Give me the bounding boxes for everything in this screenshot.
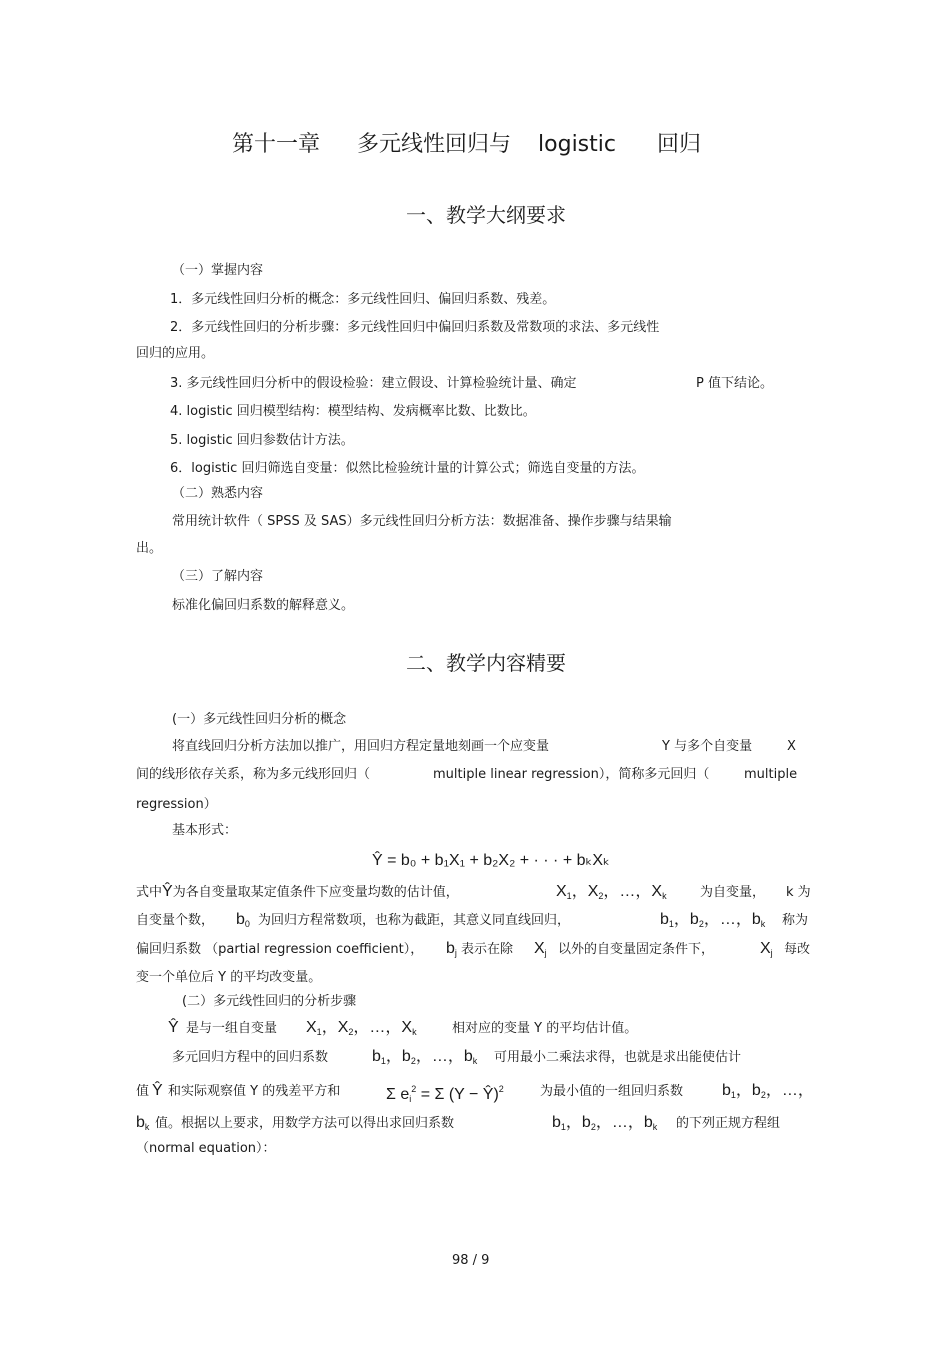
para1-g: regression） — [136, 797, 217, 812]
section-heading-2: 二、教学内容精要 — [406, 651, 566, 675]
def1-c: 为自变量， — [700, 885, 766, 900]
step-h: 值。根据以上要求，用数学方法可以得出求回归系数 — [155, 1116, 455, 1131]
familiar-label: （二）熟悉内容 — [172, 486, 264, 501]
para1-b: Y 与多个自变量 — [662, 739, 753, 754]
subsection-2: (二）多元线性回归的分析步骤 — [182, 994, 357, 1009]
step-i: 的下列正规方程组 — [676, 1116, 781, 1131]
page-number: 98 / 9 — [452, 1253, 490, 1268]
step-c: 多元回归方程中的回归系数 — [172, 1050, 329, 1065]
normal-equation-label: （normal equation）： — [136, 1141, 276, 1156]
def3-d: 每改 — [784, 942, 811, 957]
master-label: （一）掌握内容 — [172, 263, 264, 278]
master-item-3: 3. 多元线性回归分析中的假设检验：建立假设、计算检验统计量、确定 — [170, 376, 577, 391]
def1-d: k 为 — [786, 885, 811, 900]
def1-b: 为各自变量取某定值条件下应变量均数的估计值， — [172, 885, 459, 900]
para1-f: multiple — [744, 767, 798, 782]
def1-a: 式中 — [136, 885, 163, 900]
xj-symbol-1: $X_j$ — [534, 940, 547, 958]
def2-a: 自变量个数， — [136, 913, 215, 928]
x-list-1: $X_1$，$X_2$，…，$X_k$ — [556, 883, 667, 901]
def2-b: 为回归方程常数项，也称为截距，其意义同直线回归， — [258, 913, 571, 928]
y-hat-symbol: Ŷ — [162, 883, 173, 900]
b-list-1: $b_1$，$b_2$，…，$b_k$ — [660, 911, 766, 929]
basic-form-label: 基本形式： — [172, 823, 238, 838]
master-item-2: 2．多元线性回归的分析步骤：多元线性回归中偏回归系数及常数项的求法、多元线性 — [170, 320, 660, 335]
def2-c: 称为 — [782, 913, 809, 928]
para1-e: multiple linear regression），简称多元回归（ — [433, 767, 710, 782]
b-list-2: $b_1$，$b_2$，…，$b_k$ — [372, 1048, 478, 1066]
bk-symbol: $b_k$ — [136, 1114, 150, 1132]
title-part-1: 多元线性回归与 — [357, 132, 512, 157]
def3-c: 以外的自变量固定条件下， — [558, 942, 715, 957]
familiar-line-2: 出。 — [136, 541, 163, 556]
step-d: 可用最小二乘法求得，也就是求出能使估计 — [494, 1050, 742, 1065]
para1-c: X — [787, 739, 796, 754]
subsection-1: (一）多元线性回归分析的概念 — [172, 712, 347, 727]
b-list-4: $b_1$，$b_2$，…，$b_k$ — [552, 1114, 658, 1132]
def3-a: 偏回归系数 （partial regression coefficient）， — [136, 942, 424, 957]
chapter-title — [232, 131, 701, 159]
master-item-5: 5. logistic 回归参数估计方法。 — [170, 433, 354, 448]
b0-symbol: $b_0$ — [236, 911, 250, 929]
master-item-1: 1．多元线性回归分析的概念：多元线性回归、偏回归系数、残差。 — [170, 292, 556, 307]
understand-line-1: 标准化偏回归系数的解释意义。 — [172, 598, 355, 613]
master-item-3-end: P 值下结论。 — [696, 376, 773, 391]
para1-d: 间的线形依存关系，称为多元线形回归（ — [136, 767, 371, 782]
master-item-2-cont: 回归的应用。 — [136, 346, 215, 361]
chapter-number: 第十一章 — [232, 132, 321, 157]
step-a: 是与一组自变量 — [186, 1021, 278, 1036]
x-list-2: $X_1$，$X_2$，…，$X_k$ — [306, 1019, 417, 1037]
section-heading-1: 一、教学大纲要求 — [406, 203, 566, 227]
def4: 变一个单位后 Y 的平均改变量。 — [136, 970, 322, 985]
para1-a: 将直线回归分析方法加以推广，用回归方程定量地刻画一个应变量 — [172, 739, 550, 754]
def-line-1 — [136, 883, 459, 902]
step-f: 和实际观察值 Y 的残差平方和 — [168, 1084, 341, 1099]
understand-label: （三）了解内容 — [172, 569, 264, 584]
master-item-6: 6．logistic 回归筛选自变量：似然比检验统计量的计算公式；筛选自变量的方法。 — [170, 461, 645, 476]
residual-formula: Σ $e_i^2 = \Sigma$ (Y − Ŷ)$^2$ — [386, 1084, 504, 1104]
step-g: 为最小值的一组回归系数 — [540, 1084, 684, 1099]
xj-symbol-2: $X_j$ — [760, 940, 773, 958]
step-b: 相对应的变量 Y 的平均估计值。 — [452, 1021, 638, 1036]
y-hat-symbol-3: Ŷ — [152, 1082, 163, 1099]
title-part-3: 回归 — [656, 132, 701, 157]
master-item-4: 4. logistic 回归模型结构：模型结构、发病概率比数、比数比。 — [170, 404, 536, 419]
y-hat-symbol-2: Ŷ — [168, 1019, 179, 1036]
def3-b: 表示在除 — [461, 942, 514, 957]
regression-formula: Ŷ = b₀ + b₁X₁ + b₂X₂ + · · · + bₖXₖ — [372, 852, 610, 869]
bj-symbol: $b_j$ — [446, 940, 457, 958]
b-list-3: $b_1$，$b_2$，…， — [722, 1082, 814, 1100]
familiar-line-1: 常用统计软件（ SPSS 及 SAS）多元线性回归分析方法：数据准备、操作步骤与结果输 — [172, 514, 672, 529]
step-e: 值 — [136, 1084, 150, 1099]
title-part-2: logistic — [538, 132, 616, 157]
